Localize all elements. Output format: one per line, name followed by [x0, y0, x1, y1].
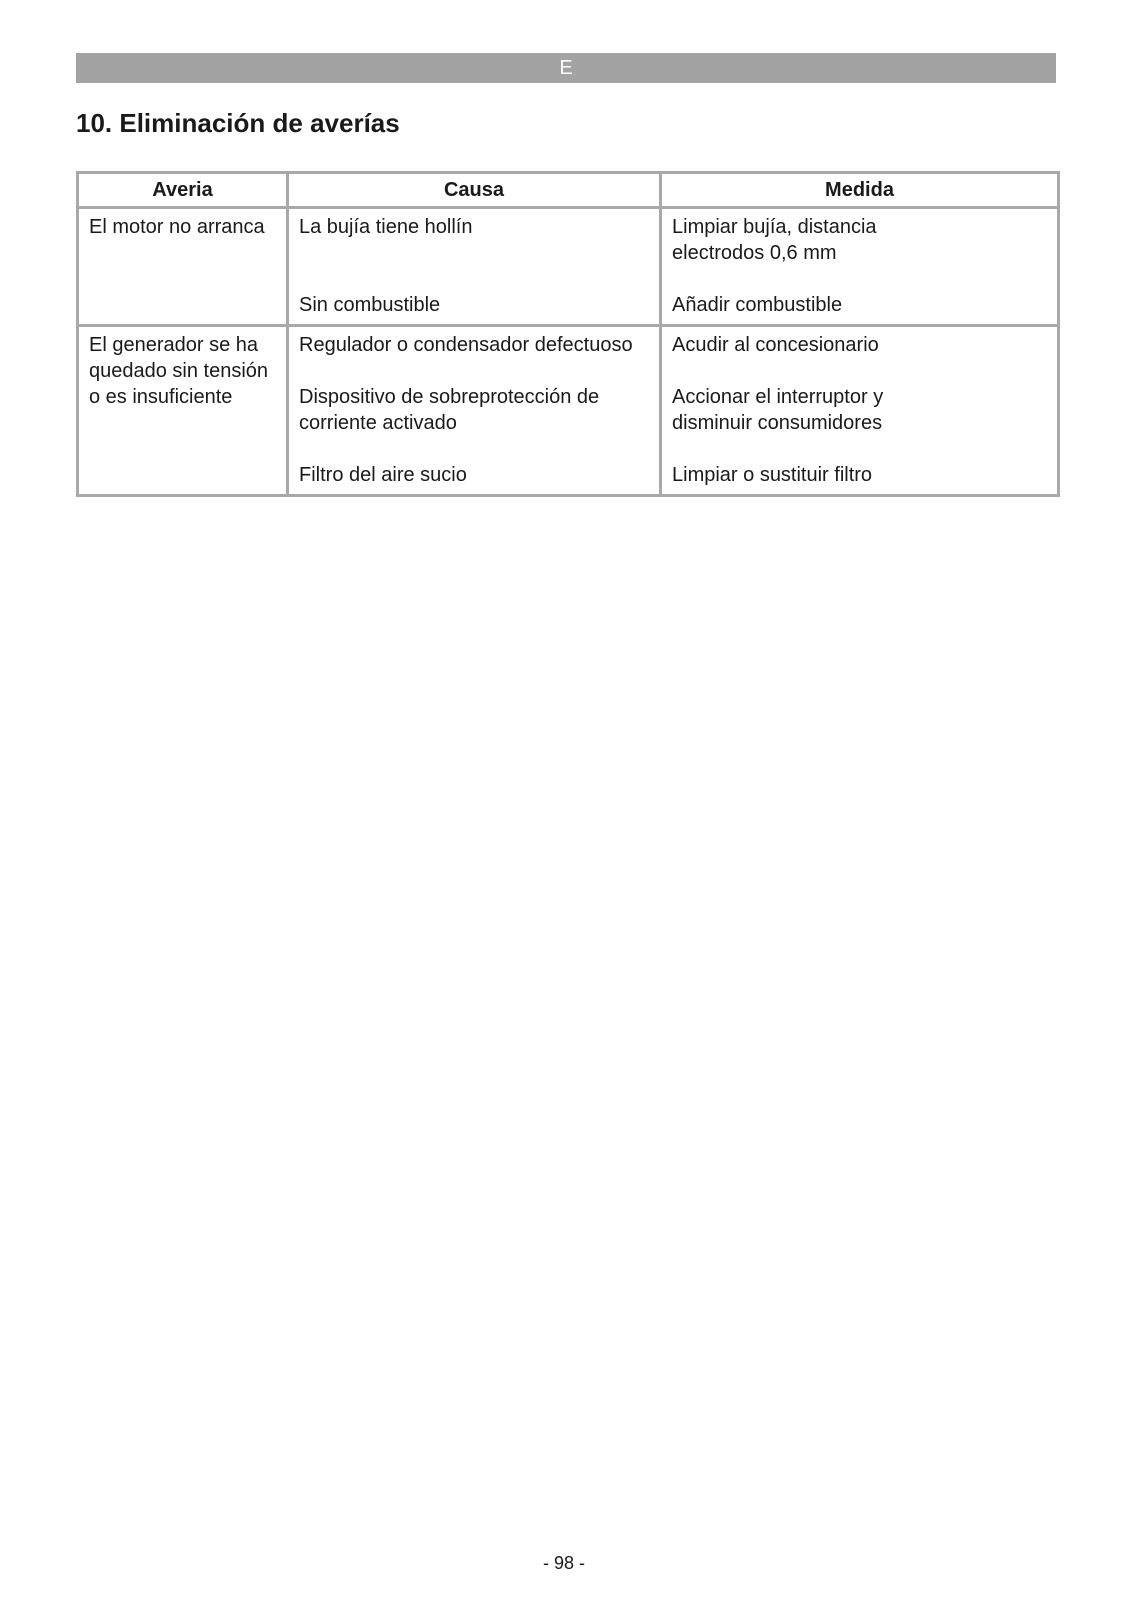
troubleshooting-table: [76, 171, 1060, 497]
medida-text: disminuir consumidores: [672, 412, 883, 434]
causa-cell: [288, 208, 661, 326]
causa-text: Sin combustible: [299, 294, 441, 316]
language-code: E: [559, 57, 573, 79]
averia-text: o es insuficiente: [89, 386, 233, 408]
medida-cell: [661, 326, 1059, 496]
averia-text: quedado sin tensión: [89, 360, 269, 382]
averia-text: El generador se ha: [89, 334, 259, 356]
table-row: [78, 326, 1059, 496]
medida-cell: [661, 208, 1059, 326]
column-header-averia: Averia: [78, 173, 288, 208]
medida-text: Limpiar o sustituir filtro: [672, 464, 873, 486]
causa-text: Dispositivo de sobreprotección de: [299, 386, 600, 408]
medida-text: electrodos 0,6 mm: [672, 242, 837, 264]
page-number: - 98 -: [542, 1553, 585, 1573]
medida-text: Limpiar bujía, distancia: [672, 216, 877, 238]
table-header-row: [78, 173, 1059, 208]
language-bar: [76, 53, 1056, 83]
causa-text: La bujía tiene hollín: [299, 216, 473, 238]
medida-text: Añadir combustible: [672, 294, 843, 316]
averia-cell: [78, 326, 288, 496]
causa-text: corriente activado: [299, 412, 457, 434]
causa-text: Filtro del aire sucio: [299, 464, 467, 486]
averia-cell: [78, 208, 288, 326]
causa-text: Regulador o condensador defectuoso: [299, 334, 633, 356]
medida-text: Accionar el interruptor y: [672, 386, 884, 408]
column-header-causa: Causa: [288, 173, 661, 208]
table-row: [78, 208, 1059, 326]
column-header-medida: Medida: [661, 173, 1059, 208]
averia-text: El motor no arranca: [89, 216, 265, 238]
section-title: 10. Eliminación de averías: [76, 108, 400, 138]
causa-cell: [288, 326, 661, 496]
medida-text: Acudir al concesionario: [672, 334, 879, 356]
